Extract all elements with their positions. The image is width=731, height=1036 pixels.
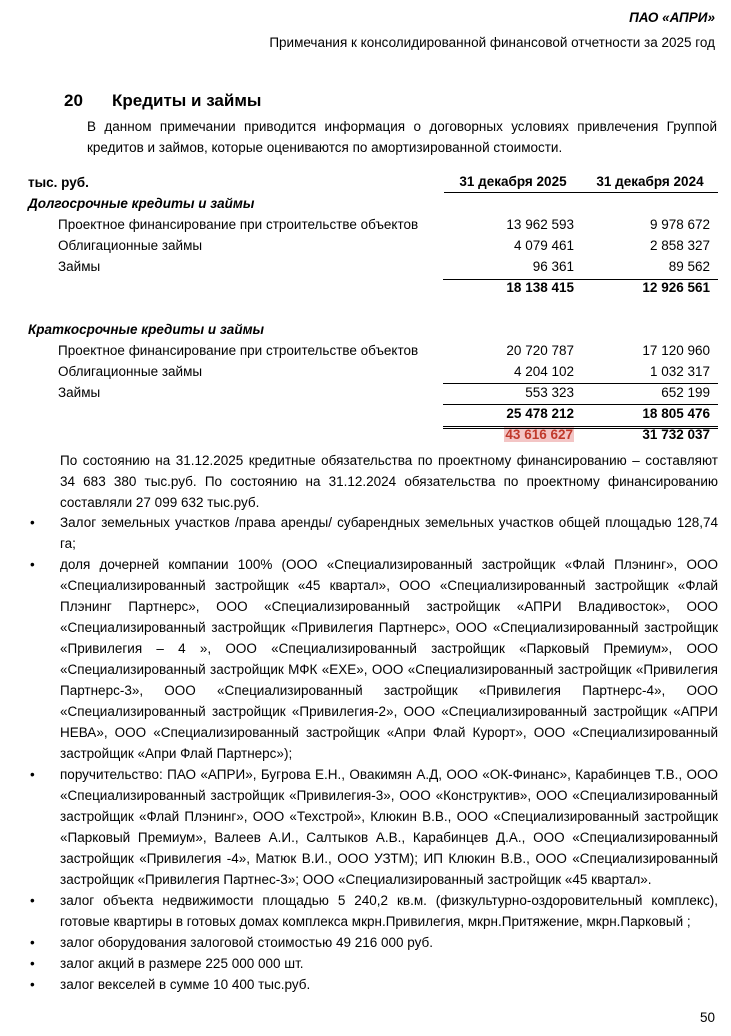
row-label: Проектное финансирование при строительстве объектов: [58, 217, 419, 232]
section-row-long-term: [28, 193, 718, 214]
row-label: Облигационные займы: [58, 238, 203, 253]
table-row: [28, 382, 718, 403]
row-label: Проектное финансирование при строительстве объектов: [58, 343, 419, 358]
bullet-icon: •: [30, 956, 35, 971]
list-item: [30, 932, 718, 953]
table-row: [28, 235, 718, 256]
row-value-2024: 17 120 960: [642, 343, 710, 358]
list-item: [30, 974, 718, 995]
section-intro: В данном примечании приводится информация о договорных условиях привлечения Группой кредитов и займов, которые оцениваются по амортизированной стоимости.: [87, 119, 717, 155]
bullet-icon: •: [30, 767, 35, 782]
row-value-2025: 20 720 787: [506, 343, 574, 358]
list-item-text: доля дочерней компании 100% (ООО «Специализированный застройщик «Флай Плэнинг», ООО «Специализированный застройщик «45 квартал», ООО «Специализированный застройщик «Флай Плэнинг Партнерс», ООО «Специализированный застройщик «АПРИ Владивосток», ООО «Специализированный застройщик «Привилегия Партнерс», ООО «Специализированный застройщик «Привилегия – 4 », ООО «Специализированный застройщик «Парковый Премиум», ООО «Специализированный застройщик МФК «EXE», ООО «Специализированный застройщик «Привилегия Партнерс-3», ООО «Специализированный застройщик «Привилегия Партнерс-4», ООО «Специализированный застройщик «Привилегия-2», ООО «Специализированный застройщик «АПРИ НЕВА», ООО «Специализированный застройщик «Апри Флай Курорт», ООО «Специализированный застройщик «Апри Флай Партнерс»);: [60, 557, 718, 761]
list-item-text: залог объекта недвижимости площадью 5 240,2 кв.м. (физкультурно-оздоровительный комплекс), готовые квартиры в готовых домах комплекса мкрн.Привилегия, мкрн.Притяжение, мкрн.Парковый ;: [60, 893, 718, 929]
highlighted-value: 43 616 627: [505, 427, 573, 442]
bullet-icon: •: [30, 935, 35, 950]
total-double-rule-1: [443, 426, 718, 427]
collateral-list: [30, 512, 718, 995]
total-rule: [443, 404, 718, 405]
row-label: Займы: [58, 259, 101, 274]
bullet-icon: •: [30, 977, 35, 992]
subtotal-rule: [443, 383, 718, 384]
row-value-2024: 652 199: [661, 385, 710, 400]
project-finance-paragraph: По состоянию на 31.12.2025 кредитные обязательства по проектному финансированию – составляют 34 683 380 тыс.руб. По состоянию на 31.12.2024 обязательства по проектному финансированию составляли 27 099 632 тыс.руб.: [60, 453, 718, 510]
subtotal-row-short-term: [28, 403, 718, 424]
list-item: [30, 512, 718, 554]
short-term-title: Краткосрочные кредиты и займы: [28, 322, 265, 337]
list-item-text: залог оборудования залоговой стоимостью 49 216 000 руб.: [60, 935, 433, 950]
spacer-row: [28, 298, 718, 319]
grand-total-2024: 31 732 037: [642, 427, 710, 442]
table-header-row: [28, 172, 718, 193]
row-value-2025: 13 962 593: [506, 217, 574, 232]
bullet-icon: •: [30, 515, 35, 530]
long-term-total-2024: 12 926 561: [642, 280, 710, 295]
header-subtitle: Примечания к консолидированной финансовой отчетности за 2025 год: [269, 35, 715, 50]
bullet-icon: •: [30, 557, 35, 572]
row-value-2025: 553 323: [525, 385, 574, 400]
row-value-2024: 9 978 672: [649, 217, 710, 232]
row-value-2024: 1 032 317: [649, 364, 710, 379]
row-value-2025: 96 361: [532, 259, 574, 274]
long-term-title: Долгосрочные кредиты и займы: [28, 196, 255, 211]
short-term-total-2025: 25 478 212: [506, 406, 574, 421]
header-company: ПАО «АПРИ»: [629, 10, 715, 25]
bullet-icon: •: [30, 893, 35, 908]
row-value-2024: 89 562: [668, 259, 710, 274]
subtotal-row-long-term: [28, 277, 718, 298]
list-item-text: поручительство: ПАО «АПРИ», Бугрова Е.Н., Овакимян А.Д, ООО «ОК-Финанс», Карабинцев Т.В., ООО «Специализированный застройщик «Привилегия-3», ООО «Конструктив», ООО «Специализированный застройщик «Флай Плэнинг», ООО «Техстрой», Клюкин В.В., ООО «Специализированный застройщик «Парковый Премиум», Валеев А.И., Салтыков А.В., Карабинцев Д.А., ООО «Специализированный застройщик «Привилегия -4», Матюк В.И., ООО УЗТМ); ИП Клюкин В.В., ООО «Специализированный застройщик «Привилегия Партнес-3»; ООО «Специализированный застройщик «45 квартал».: [60, 767, 718, 887]
row-label: Облигационные займы: [58, 364, 203, 379]
list-item-text: залог векселей в сумме 10 400 тыс.руб.: [60, 977, 311, 992]
table-row: [28, 256, 718, 277]
list-item: [30, 764, 718, 890]
list-item: [30, 953, 718, 974]
short-term-total-2024: 18 805 476: [642, 406, 710, 421]
section-number: 20: [64, 91, 83, 110]
table-row: [28, 361, 718, 382]
row-value-2025: 4 079 461: [513, 238, 574, 253]
list-item-text: Залог земельных участков /права аренды/ субарендных земельных участков общей площадью 128,74 га;: [60, 515, 718, 551]
section-heading: [64, 91, 261, 111]
table-unit: тыс. руб.: [28, 175, 89, 190]
long-term-total-2025: 18 138 415: [506, 280, 574, 295]
loans-table: [28, 172, 718, 445]
section-row-short-term: [28, 319, 718, 340]
section-title: Кредиты и займы: [112, 91, 262, 110]
list-item-text: залог акций в размере 225 000 000 шт.: [60, 956, 304, 971]
list-item: [30, 554, 718, 764]
row-label: Займы: [58, 385, 101, 400]
column-header-2024: 31 декабря 2024: [582, 172, 718, 193]
total-double-rule-2: [443, 428, 718, 429]
table-row: [28, 214, 718, 235]
table-row: [28, 340, 718, 361]
page-number: 50: [699, 1010, 715, 1025]
column-header-2025: 31 декабря 2025: [444, 172, 582, 193]
list-item: [30, 890, 718, 932]
row-value-2025: 4 204 102: [513, 364, 574, 379]
row-value-2024: 2 858 327: [649, 238, 710, 253]
